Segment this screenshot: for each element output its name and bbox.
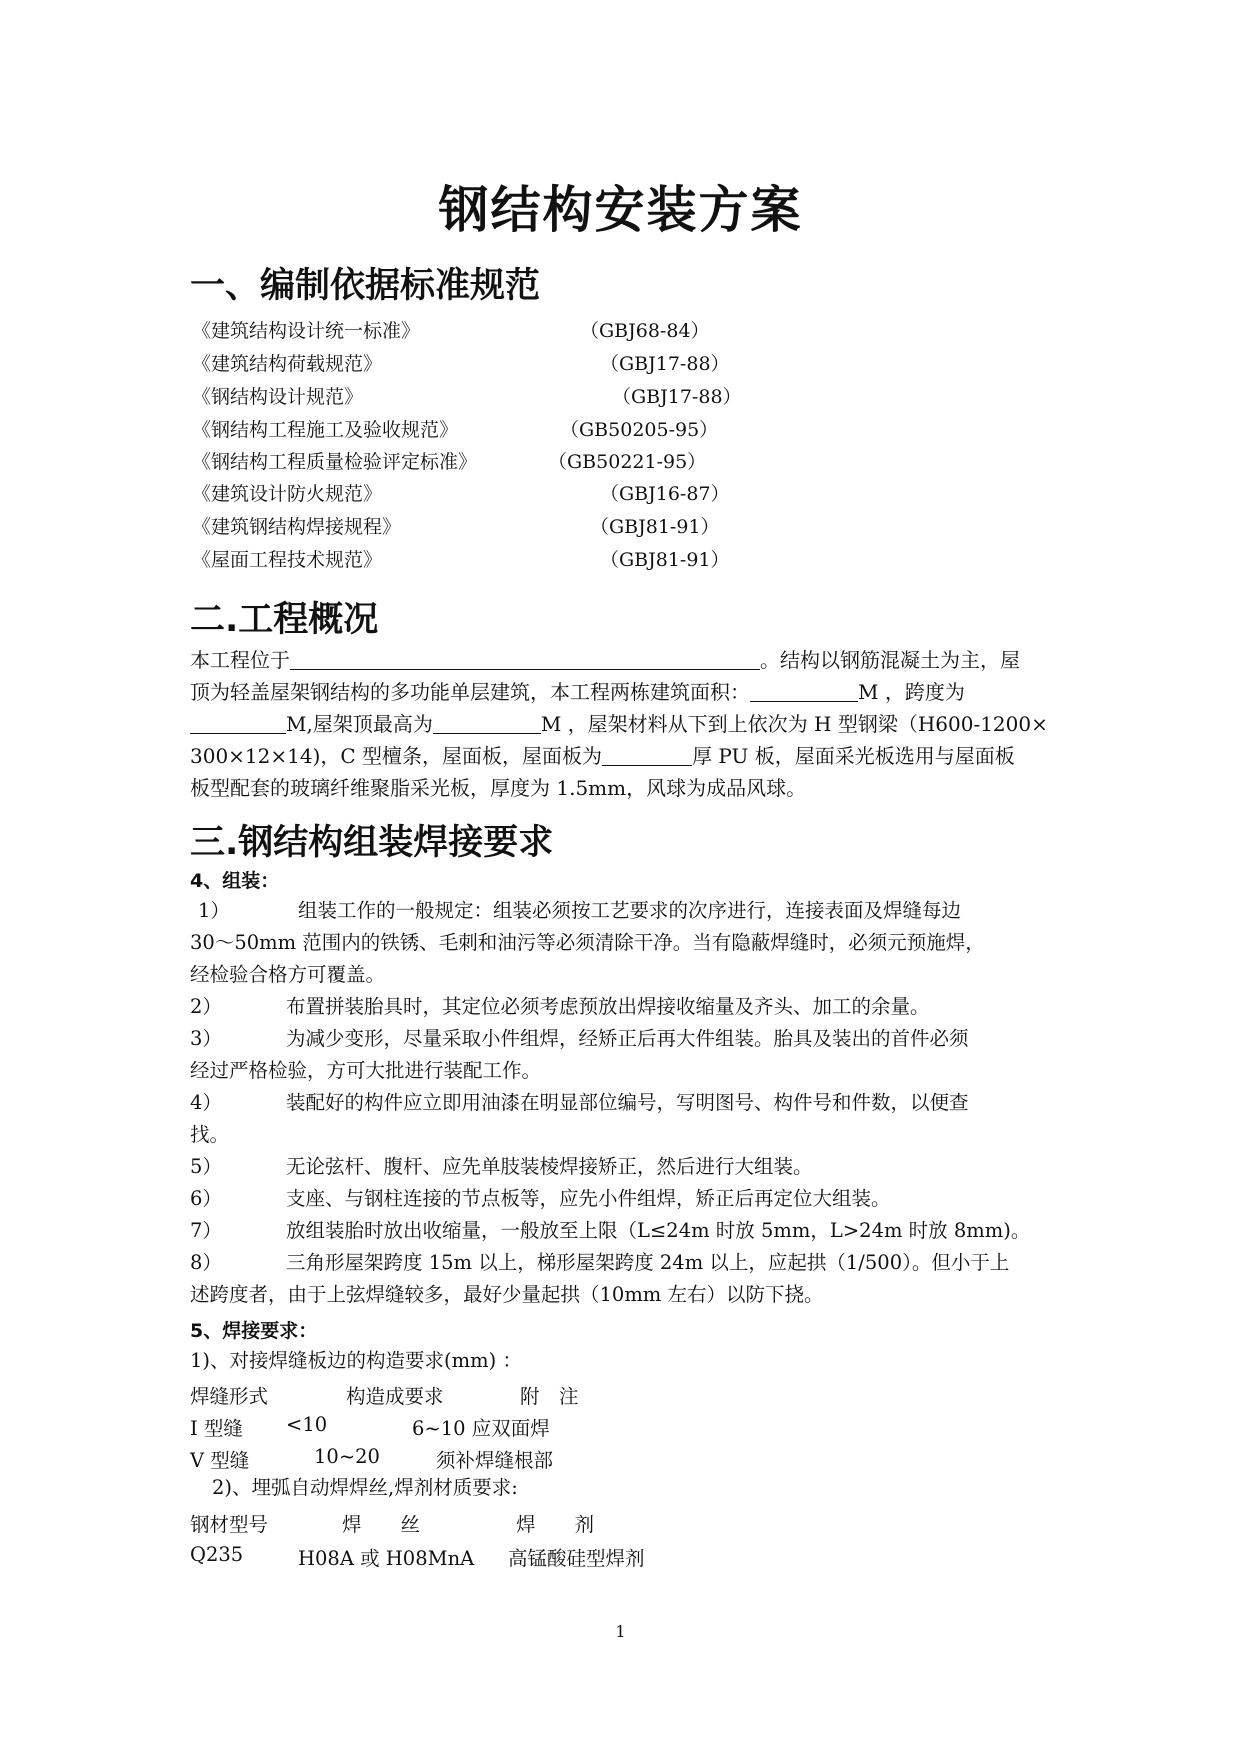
standard-code: （GBJ17-88） [600,353,730,375]
overview-text: 顶为轻盖屋架钢结构的多功能单层建筑，本工程两栋建筑面积： [190,680,750,704]
item-continuation: 经检验合格方可覆盖。 [190,963,386,986]
standard-code: （GBJ81-91） [590,516,720,538]
standard-code: （GB50221-95） [548,451,707,473]
span-blank [190,711,286,734]
item-continuation: 30～50mm 范围内的铁锈、毛刺和油污等必须清除干净。当有隐蔽焊缝时，必须元预施焊， [190,931,985,954]
item-number: 6） [190,1187,222,1210]
item-continuation: 经过严格检验，方可大批进行装配工作。 [190,1059,542,1082]
thickness-blank [602,743,692,766]
item-text: 支座、与钢柱连接的节点板等，应先小件组焊，矫正后再定位大组装。 [286,1187,891,1210]
standard-code: （GBJ81-91） [600,549,730,571]
table-header-cell: 附 注 [520,1385,579,1408]
item-number: 2） [190,995,222,1018]
item-continuation: 找。 [190,1123,230,1146]
standard-code: （GB50205-95） [560,419,719,441]
item-continuation: 述跨度者，由于上弦焊缝较多，最好少量起拱（10mm 左右）以防下挠。 [190,1283,824,1306]
list-item [190,1023,1060,1055]
table-header-cell: 焊缝形式 [190,1385,269,1408]
standard-name: 《屋面工程技术规范》 [192,549,383,571]
standard-name: 《建筑结构设计统一标准》 [192,320,421,342]
item-text: 布置拼装胎具时，其定位必须考虑预放出焊接收缩量及齐头、加工的余量。 [286,995,930,1018]
item-number: 5） [190,1155,222,1178]
standard-name: 《钢结构工程施工及验收规范》 [192,419,459,441]
standard-code: （GBJ16-87） [600,483,730,505]
table-header-cell: 构造成要求 [346,1385,444,1408]
standard-name: 《建筑结构荷载规范》 [192,353,383,375]
table-cell: Q235 [190,1543,244,1566]
standard-name: 《钢结构工程质量检验评定标准》 [192,451,478,473]
item-text: 组装工作的一般规定：组装必须按工艺要求的次序进行，连接表面及焊缝每边 [298,899,962,922]
overview-line [190,740,1060,772]
standard-name: 《建筑钢结构焊接规程》 [192,516,402,538]
location-blank [290,647,760,670]
table-cell: I 型缝 [190,1417,243,1440]
overview-text: M,屋架顶最高为 [286,712,433,736]
section-heading-1: 一、编制依据标准规范 [190,266,541,306]
table-cell: <10 [286,1413,328,1436]
table-cell: 须补焊缝根部 [436,1449,554,1472]
standard-name: 《钢结构设计规范》 [192,386,364,408]
welding-heading: 5、焊接要求： [190,1320,318,1342]
item-number: 1） [198,899,230,922]
welding-paragraph-2: 2)、埋弧自动焊焊丝,焊剂材质要求: [212,1476,518,1499]
table-header-cell: 焊 丝 [342,1513,421,1536]
page-title: 钢结构安装方案 [438,181,803,239]
overview-text: 本工程位于 [190,648,290,672]
item-text: 三角形屋架跨度 15m 以上，梯形屋架跨度 24m 以上，应起拱（1/500）。但小于上 [286,1251,1010,1274]
list-item [190,895,1060,927]
welding-paragraph-1: 1)、对接焊缝板边的构造要求(mm) ： [190,1349,522,1372]
list-item [190,1183,1060,1215]
item-number: 3） [190,1027,222,1050]
overview-text: M ，跨度为 [858,680,965,704]
overview-line [190,708,1060,740]
overview-line [190,644,1060,676]
item-text: 装配好的构件应立即用油漆在明显部位编号，写明图号、构件号和件数，以便查 [286,1091,969,1114]
section-heading-2: 二.工程概况 [190,600,379,640]
overview-text: 。结构以钢筋混凝土为主，屋 [760,648,1020,672]
list-item [190,1247,1060,1279]
table-header-cell: 钢材型号 [190,1513,269,1536]
standard-code: （GBJ68-84） [580,320,710,342]
item-text: 无论弦杆、腹杆、应先单肢装棱焊接矫正，然后进行大组装。 [286,1155,813,1178]
overview-text: 厚 PU 板，屋面采光板选用与屋面板 [692,744,1015,768]
table-cell: 6~10 应双面焊 [412,1417,550,1440]
item-text: 放组装胎时放出收缩量，一般放至上限（L≤24m 时放 5mm，L>24m 时放 8mm)。 [286,1219,1031,1242]
item-text: 为减少变形，尽量采取小件组焊，经矫正后再大件组装。胎具及装出的首件必须 [286,1027,969,1050]
table-cell: H08A 或 H08MnA [298,1547,475,1570]
table-header-cell: 焊 剂 [516,1513,595,1536]
overview-text: 300×12×14)，C 型檀条，屋面板，屋面板为 [190,744,603,768]
area-blank [750,679,858,702]
overview-line [190,676,1060,708]
table-cell: V 型缝 [190,1449,250,1472]
overview-line: 板型配套的玻璃纤维聚脂采光板，厚度为 1.5mm，风球为成品风球。 [190,776,807,800]
list-item [190,991,1060,1023]
section-heading-3: 三.钢结构组装焊接要求 [190,823,554,863]
list-item [190,1087,1060,1119]
table-cell: 高锰酸硅型焊剂 [508,1547,645,1570]
standard-name: 《建筑设计防火规范》 [192,483,383,505]
table-cell: 10~20 [314,1445,380,1468]
item-number: 7） [190,1219,222,1242]
item-number: 4） [190,1091,222,1114]
item-number: 8） [190,1251,222,1274]
height-blank [433,711,541,734]
overview-text: M ，屋架材料从下到上依次为 H 型钢梁（H600-1200× [540,712,1048,736]
list-item [190,1215,1060,1247]
page-number: 1 [615,1622,626,1641]
list-item [190,1151,1060,1183]
standard-code: （GBJ17-88） [612,386,742,408]
assembly-heading: 4、组装： [190,870,280,892]
